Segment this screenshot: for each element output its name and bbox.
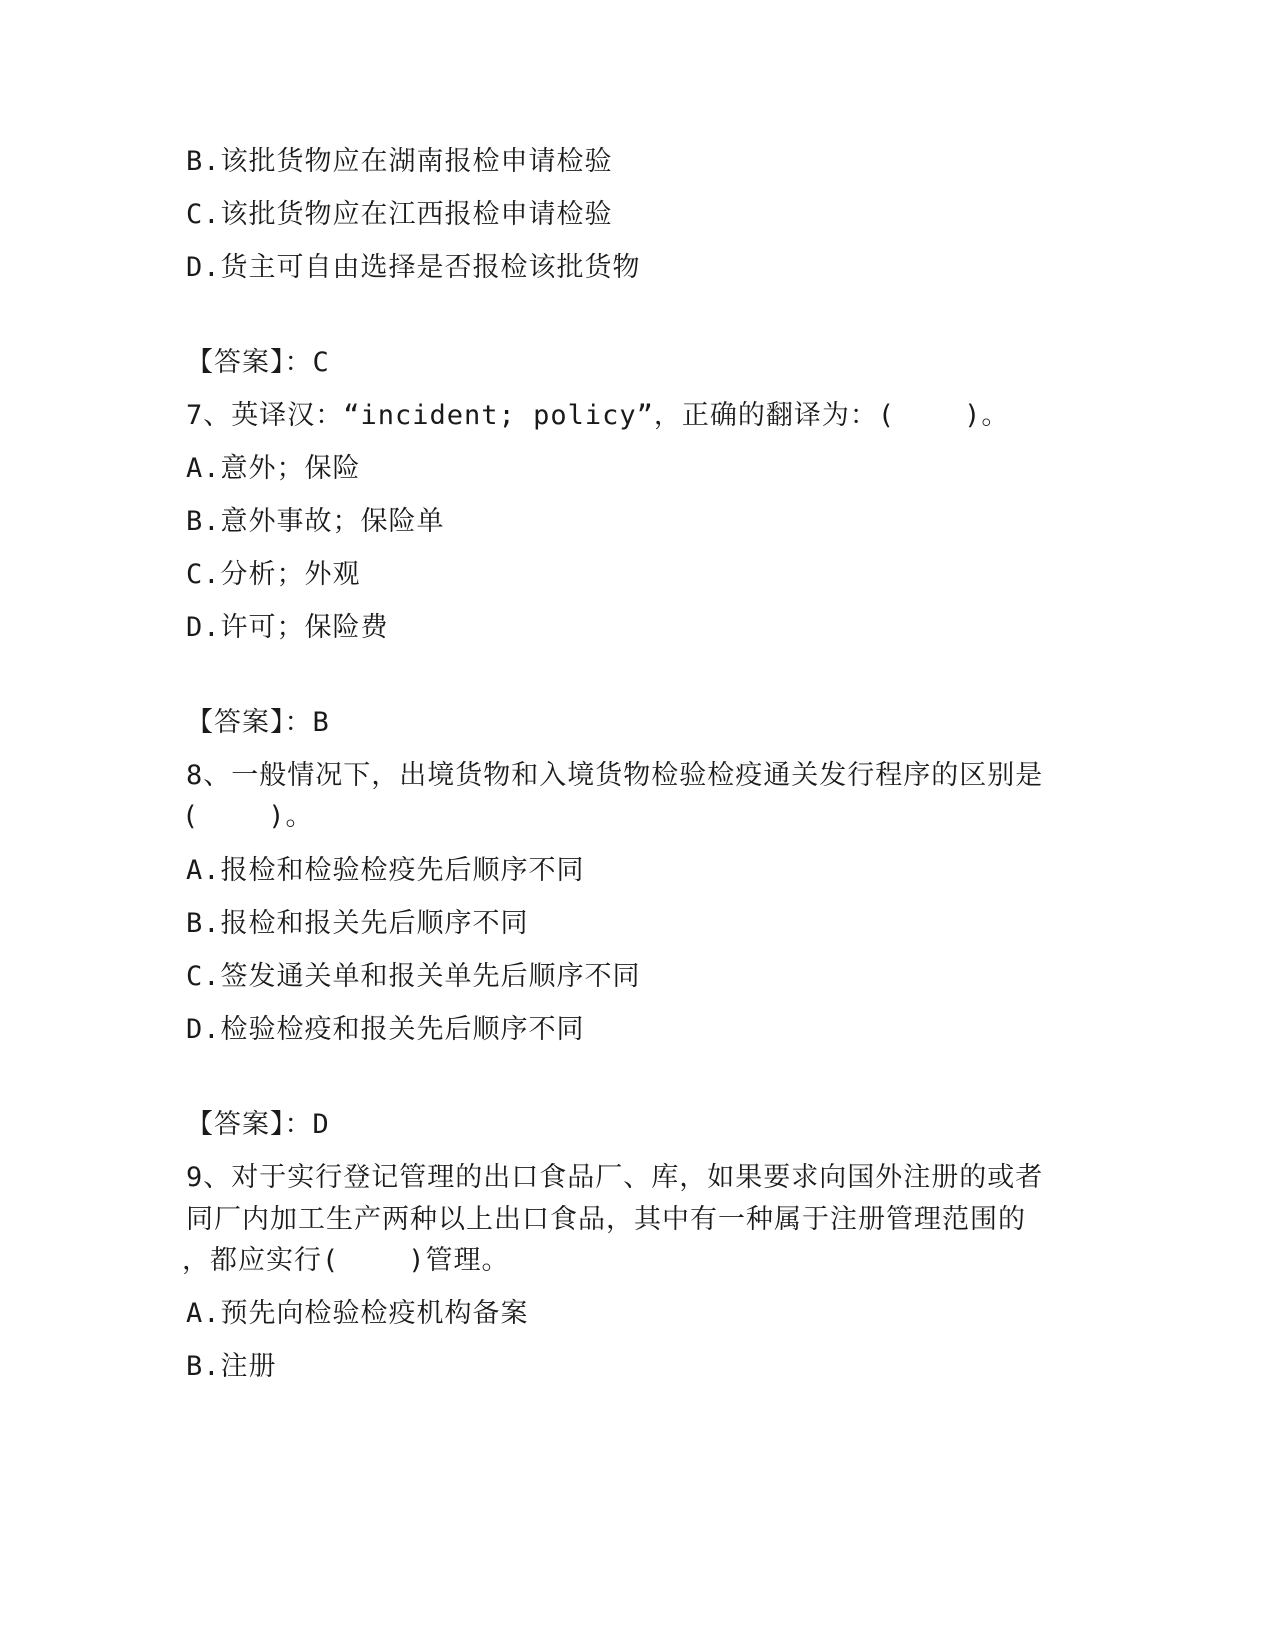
q7-question: 7、英译汉：“incident; policy”，正确的翻译为：( )。	[186, 400, 1010, 431]
q9-question-line1: 9、对于实行登记管理的出口食品厂、库，如果要求向国外注册的或者	[186, 1162, 1044, 1193]
q8-answer-prev: 【答案】：B	[186, 707, 330, 738]
q8-option-c: C.签发通关单和报关单先后顺序不同	[186, 961, 641, 992]
q8-option-b: B.报检和报关先后顺序不同	[186, 908, 529, 939]
q8-question-line1: 8、一般情况下，出境货物和入境货物检验检疫通关发行程序的区别是	[186, 760, 1044, 791]
q6-answer: 【答案】：C	[186, 347, 330, 378]
q6-option-c: C.该批货物应在江西报检申请检验	[186, 199, 613, 230]
q8-option-a: A.报检和检验检疫先后顺序不同	[186, 855, 585, 886]
q6-option-b: B.该批货物应在湖南报检申请检验	[186, 146, 613, 177]
q7-option-d: D.许可；保险费	[186, 612, 389, 643]
q8-question-line2: ( )。	[182, 801, 314, 832]
q7-option-a: A.意外；保险	[186, 453, 361, 484]
q9-option-b: B.注册	[186, 1351, 277, 1382]
q7-option-b: B.意外事故；保险单	[186, 506, 445, 537]
q7-option-c: C.分析；外观	[186, 559, 361, 590]
q9-question-line2: 同厂内加工生产两种以上出口食品，其中有一种属于注册管理范围的	[186, 1204, 1026, 1235]
q6-option-d: D.货主可自由选择是否报检该批货物	[186, 252, 641, 283]
q9-option-a: A.预先向检验检疫机构备案	[186, 1298, 529, 1329]
q9-question-line3: ，都应实行( )管理。	[182, 1245, 510, 1276]
q8-answer: 【答案】：D	[186, 1109, 330, 1140]
q8-option-d: D.检验检疫和报关先后顺序不同	[186, 1014, 585, 1045]
